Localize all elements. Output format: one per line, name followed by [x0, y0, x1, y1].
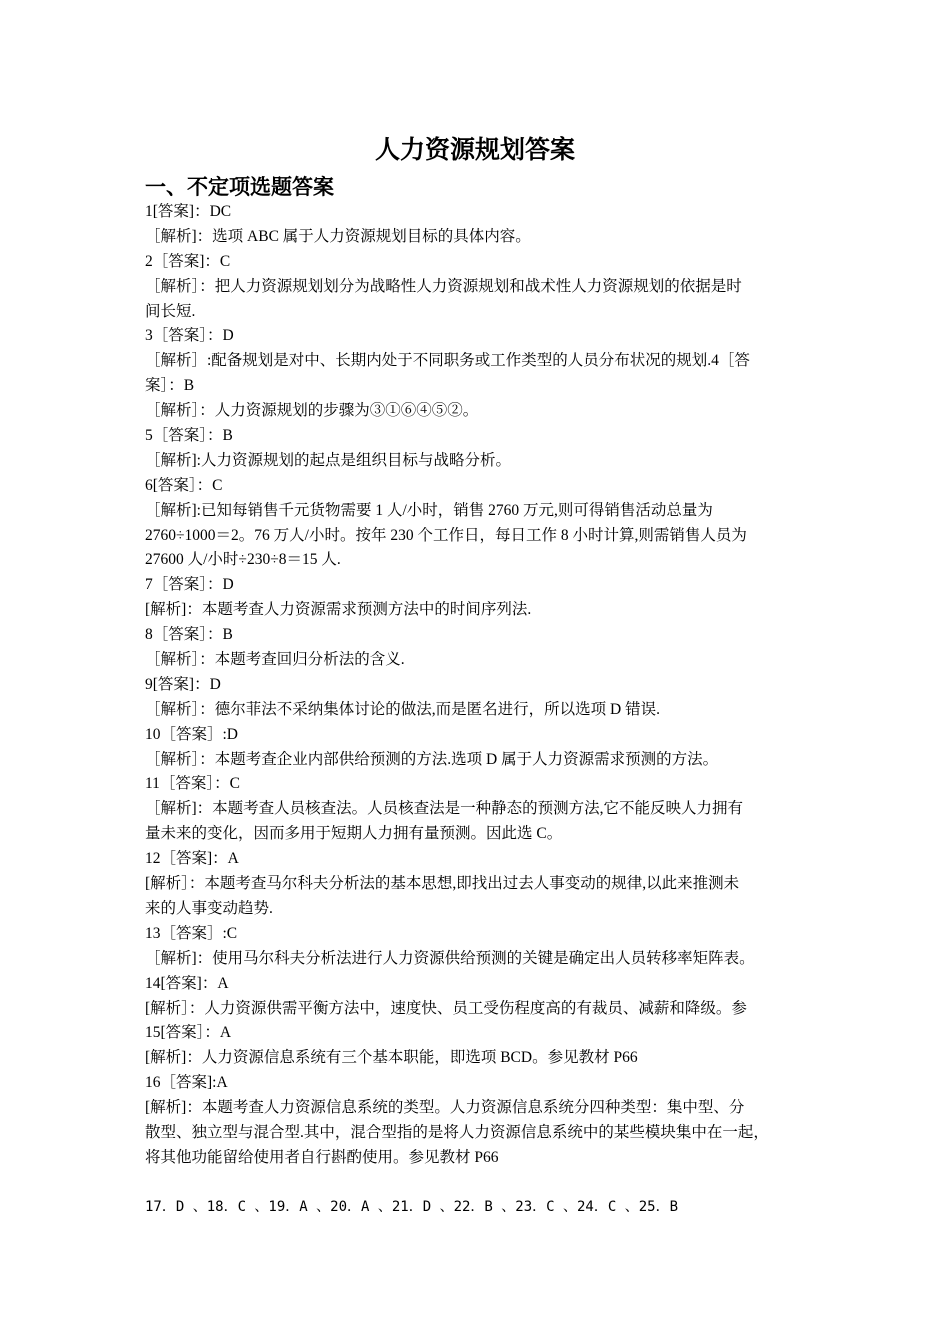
answer-body — [145, 200, 810, 1171]
text-line: ［解析]：选项 ABC 属于人力资源规划目标的具体内容。 — [145, 227, 531, 245]
document-title: 人力资源规划答案 — [374, 135, 575, 164]
text-line: 11［答案］：C — [145, 775, 241, 793]
text-line: ［解析］：本题考查企业内部供给预测的方法.选项 D 属于人力资源需求预测的方法。 — [145, 750, 719, 768]
text-line: 27600 人/小时÷230÷8＝15 人. — [145, 551, 341, 569]
text-line: 12［答案]：A — [145, 850, 239, 868]
text-line: [解析］：本题考查马尔科夫分析法的基本思想,即找出过去人事变动的规律,以此来推测未 — [145, 875, 740, 893]
text-line: 2760÷1000＝2。76 万人/小时。按年 230 个工作日，每日工作 8 小时计算,则需销售人员为 — [145, 526, 747, 544]
text-line: 来的人事变动趋势. — [145, 899, 273, 917]
text-line: [解析]：本题考查人力资源信息系统的类型。人力资源信息系统分四种类型：集中型、分 — [145, 1099, 745, 1117]
text-line: 8［答案］：B — [145, 626, 233, 644]
section-heading: 一、不定项选题答案 — [145, 175, 334, 199]
text-line: ［解析］：本题考查回归分析法的含义. — [145, 651, 405, 669]
text-line: ［解析］：把人力资源规划划分为战略性人力资源规划和战术性人力资源规划的依据是时 — [145, 277, 742, 295]
footer-answers: 17．D 、18．C 、19．A 、20．A 、21．D 、22．B 、23．C 、24．C 、25．B — [145, 1199, 679, 1215]
text-line: 案］：B — [145, 377, 195, 395]
text-line: 3［答案］：D — [145, 327, 234, 345]
text-line: 量未来的变化，因而多用于短期人力拥有量预测。因此选 C。 — [145, 825, 563, 843]
text-line: 散型、独立型与混合型.其中，混合型指的是将人力资源信息系统中的某些模块集中在一起， — [145, 1123, 769, 1141]
text-line: 7［答案］：D — [145, 576, 234, 594]
text-line: 9[答案]：D — [145, 675, 221, 693]
text-line: [解析]：人力资源信息系统有三个基本职能，即选项 BCD。参见教材 P66 — [145, 1049, 638, 1067]
text-line: ［解析]：本题考查人员核查法。人员核查法是一种静态的预测方法,它不能反映人力拥有 — [145, 800, 744, 818]
text-line: ［解析]：使用马尔科夫分析法进行人力资源供给预测的关键是确定出人员转移率矩阵表。 — [145, 949, 755, 967]
text-line: [解析］：人力资源供需平衡方法中，速度快、员工受伤程度高的有裁员、减薪和降级。参 — [145, 999, 747, 1017]
text-line: 2［答案]：C — [145, 252, 231, 270]
text-line: ［解析］：德尔菲法不采纳集体讨论的做法,而是匿名进行，所以选项 D 错误. — [145, 700, 660, 718]
text-line: 10［答案］:D — [145, 725, 239, 743]
text-line: 5［答案］：B — [145, 427, 233, 445]
text-line: 16［答案]:A — [145, 1074, 228, 1092]
text-line: [解析]：本题考查人力资源需求预测方法中的时间序列法. — [145, 601, 532, 619]
text-line: 15[答案］：A — [145, 1024, 232, 1042]
text-line: 13［答案］:C — [145, 924, 238, 942]
text-line: ［解析］：人力资源规划的步骤为③①⑥④⑤②。 — [145, 402, 479, 420]
text-line: 6[答案］：C — [145, 476, 223, 494]
text-line: 间长短. — [145, 302, 196, 320]
text-line: ［解析］:配备规划是对中、长期内处于不同职务或工作类型的人员分布状况的规划.4［答 — [145, 352, 750, 370]
text-line: ［解析]:已知每销售千元货物需要 1 人/小时，销售 2760 万元,则可得销售活动总量为 — [145, 501, 713, 519]
text-line: 将其他功能留给使用者自行斟酌使用。参见教材 P66 — [145, 1148, 499, 1166]
text-line: 1[答案]：DC — [145, 203, 232, 220]
text-line: 14[答案]：A — [145, 974, 229, 992]
text-line: ［解析]:人力资源规划的起点是组织目标与战略分析。 — [145, 451, 511, 469]
